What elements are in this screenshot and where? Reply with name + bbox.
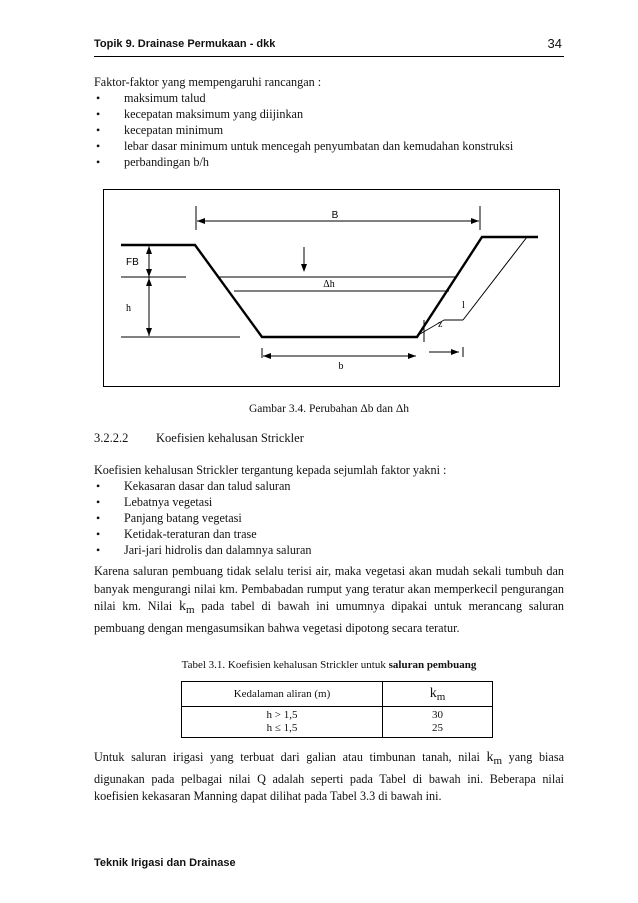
km-k: k <box>178 599 186 614</box>
label-dh: Δh <box>323 279 335 290</box>
km-m: m <box>185 604 195 616</box>
h-arrow-bottom <box>146 328 152 336</box>
db-arrow-head <box>451 349 459 355</box>
table-header-row <box>182 682 493 707</box>
km-m: m <box>436 690 446 703</box>
list-item: • Ketidak-teraturan dan trase <box>94 526 564 542</box>
label-l: l <box>462 300 465 311</box>
factors-list <box>94 478 564 558</box>
section-heading <box>94 431 304 446</box>
km-value: 30 <box>432 709 443 721</box>
paragraph-irrigation <box>94 749 564 806</box>
bottom-arrow-right <box>408 353 416 359</box>
b-arrow-right <box>471 218 479 224</box>
paragraph-text: Karena saluran pembuang tidak selalu terisi air, maka vegetasi akan mudah sekali tumbuh dan banyak mengurangi nilai km. Pembabadan rumput yang teratur akan memperkecil pengurangan nilai km. Nilai <box>94 564 564 613</box>
km-symbol <box>486 750 502 765</box>
list-item: • maksimum talud <box>94 90 564 106</box>
dh-arrow-head <box>301 264 307 272</box>
depth-value: h ≤ 1,5 <box>266 722 298 734</box>
page-footer: Teknik Irigasi dan Drainase <box>94 857 236 869</box>
intro-list <box>94 90 564 170</box>
km-k: k <box>486 750 494 765</box>
figure-caption: Gambar 3.4. Perubahan Δb dan Δh <box>248 403 410 415</box>
paragraph-text: pada tabel di bawah ini umumnya dipakai untuk merancang saluran pembuang dengan mengasumsikan bahwa vegetasi dipotong secara teratur. <box>94 599 564 635</box>
list-item: • Jari-jari hidrolis dan dalamnya saluran <box>94 542 564 558</box>
paragraph-text: Untuk saluran irigasi yang terbuat dari galian atau timbunan tanah, nilai <box>94 750 487 764</box>
factors-section <box>94 462 564 558</box>
label-b: b <box>338 361 344 372</box>
table-caption-prefix: Tabel 3.1. Koefisien kehalusan Strickler untuk <box>181 659 389 671</box>
page-number: 34 <box>547 36 562 51</box>
table-row <box>182 707 493 738</box>
list-item: • kecepatan minimum <box>94 122 564 138</box>
strickler-table <box>181 681 493 738</box>
list-item: • perbandingan b/h <box>94 154 564 170</box>
depth-cell <box>182 707 383 738</box>
intro-section <box>94 74 564 170</box>
label-z: z <box>438 319 443 330</box>
col-depth-header: Kedalaman aliran (m) <box>182 682 383 707</box>
channel-cross-section-figure <box>103 189 560 387</box>
bottom-arrow-left <box>263 353 271 359</box>
cross-section-diagram <box>104 190 559 386</box>
list-item: • Lebatnya vegetasi <box>94 494 564 510</box>
section-title: Koefisien kehalusan Strickler <box>156 431 304 445</box>
paragraph-text: yang biasa digunakan pada pelbagai nilai Q adalah seperti pada Tabel di bawah ini. Beberapa nilai koefisien kekasaran Manning dapat dilihat pada Tabel 3.3 di bawah ini. <box>94 750 564 803</box>
list-item: • kecepatan maksimum yang diijinkan <box>94 106 564 122</box>
table-caption <box>94 659 564 671</box>
label-FB: FB <box>126 257 139 268</box>
km-cell <box>383 707 493 738</box>
depth-value: h > 1,5 <box>266 709 298 721</box>
b-arrow-left <box>197 218 205 224</box>
km-k: k <box>429 685 437 701</box>
km-value: 25 <box>432 722 443 734</box>
fb-arrow-bottom <box>146 269 152 277</box>
km-m: m <box>493 755 503 767</box>
label-h: h <box>126 303 131 314</box>
h-arrow-top <box>146 278 152 286</box>
col-km-header <box>383 682 493 707</box>
fb-arrow-top <box>146 246 152 254</box>
table-caption-bold: saluran pembuang <box>388 659 477 671</box>
header-title: Topik 9. Drainase Permukaan - dkk <box>94 38 276 50</box>
page-header <box>94 36 564 57</box>
factors-lead: Koefisien kehalusan Strickler tergantung kepada sejumlah faktor yakni : <box>94 463 447 477</box>
list-item: • Panjang batang vegetasi <box>94 510 564 526</box>
label-B: B <box>331 210 339 221</box>
list-item: • lebar dasar minimum untuk mencegah penyumbatan dan kemudahan konstruksi <box>94 138 564 154</box>
list-item: • Kekasaran dasar dan talud saluran <box>94 478 564 494</box>
paragraph-vegetation <box>94 563 564 637</box>
km-symbol <box>179 599 195 614</box>
section-number: 3.2.2.2 <box>94 431 129 445</box>
intro-lead: Faktor-faktor yang mempengaruhi rancangan : <box>94 75 322 89</box>
